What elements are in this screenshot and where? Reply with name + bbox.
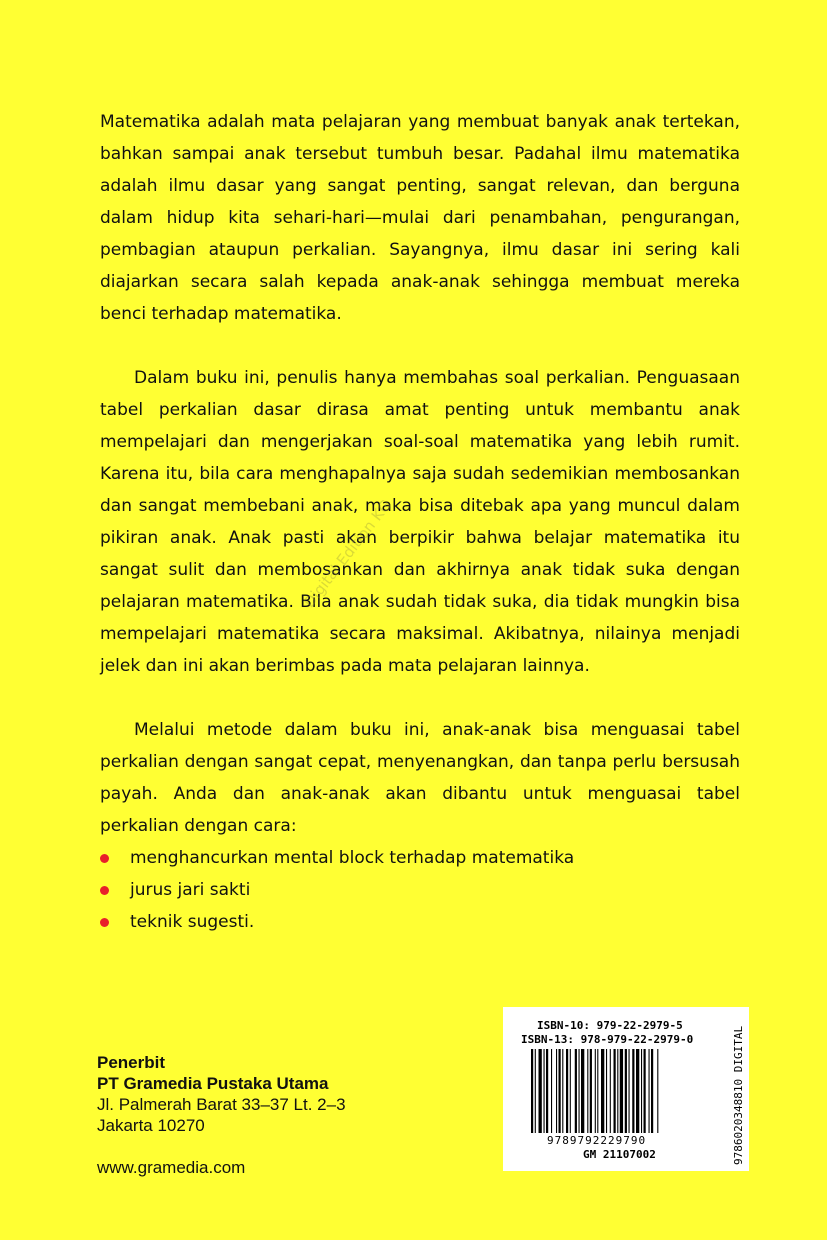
bullet-dot-icon: [100, 918, 109, 927]
bullet-dot-icon: [100, 854, 109, 863]
isbn-10: ISBN-10: 979-22-2979-5: [537, 1019, 683, 1032]
back-cover-text: [100, 106, 740, 938]
barcode-digits: 9789792229790: [547, 1134, 647, 1147]
paragraph-1: Matematika adalah mata pelajaran yang membuat banyak anak tertekan, bahkan sampai anak tersebut tumbuh besar. Padahal ilmu matematika adalah ilmu dasar yang sangat penting, sangat relevan, dan berguna dalam hidup kita sehari-hari—mulai dari penambahan, pengurangan, pembagian ataupun perkalian. Sayangnya, ilmu dasar ini sering kali diajarkan secara salah kepada anak-anak sehingga membuat mereka benci terhadap matematika.: [100, 112, 740, 324]
method-list: [100, 842, 740, 938]
digital-isbn: 9786020348810 DIGITAL: [732, 1025, 745, 1165]
publisher-url[interactable]: www.gramedia.com: [97, 1158, 246, 1177]
list-item: jurus jari sakti: [100, 874, 740, 906]
barcode-bars: [531, 1049, 701, 1133]
paragraph-2: Dalam buku ini, penulis hanya membahas soal perkalian. Penguasaan tabel perkalian dasar dirasa amat penting untuk membantu anak mempelajari dan mengerjakan soal-soal matematika yang lebih rumit. Karena itu, bila cara menghapalnya saja sudah sedemikian membosankan dan sangat membebani anak, maka bisa ditebak apa yang muncul dalam pikiran anak. Anak pasti akan berpikir bahwa belajar matematika itu sangat sulit dan membosankan dan akhirnya anak tidak suka dengan pelajaran matematika. Bila anak sudah tidak suka, dia tidak mungkin bisa mempelajari matematika secara maksimal. Akibatnya, nilainya menjadi jelek dan ini akan berimbas pada mata pelajaran lainnya.: [100, 368, 740, 676]
publisher-label: Penerbit: [97, 1053, 166, 1072]
publisher-name: PT Gramedia Pustaka Utama: [97, 1074, 329, 1093]
paragraph-3: Melalui metode dalam buku ini, anak-anak bisa menguasai tabel perkalian dengan sangat cepat, menyenangkan, dan tanpa perlu bersusah payah. Anda dan anak-anak akan dibantu untuk menguasai tabel perkalian dengan cara:: [100, 720, 740, 836]
list-item: menghancurkan mental block terhadap matematika: [100, 842, 740, 874]
gm-code: GM 21107002: [583, 1148, 656, 1161]
isbn-13: ISBN-13: 978-979-22-2979-0: [521, 1033, 694, 1046]
watermark: Digital Edition KG: [300, 496, 396, 612]
publisher-info: [97, 1052, 346, 1178]
publisher-city: Jakarta 10270: [97, 1116, 205, 1135]
list-item: teknik sugesti.: [100, 906, 740, 938]
bullet-dot-icon: [100, 886, 109, 895]
publisher-address: Jl. Palmerah Barat 33–37 Lt. 2–3: [97, 1095, 346, 1114]
barcode-panel: [503, 1007, 749, 1171]
